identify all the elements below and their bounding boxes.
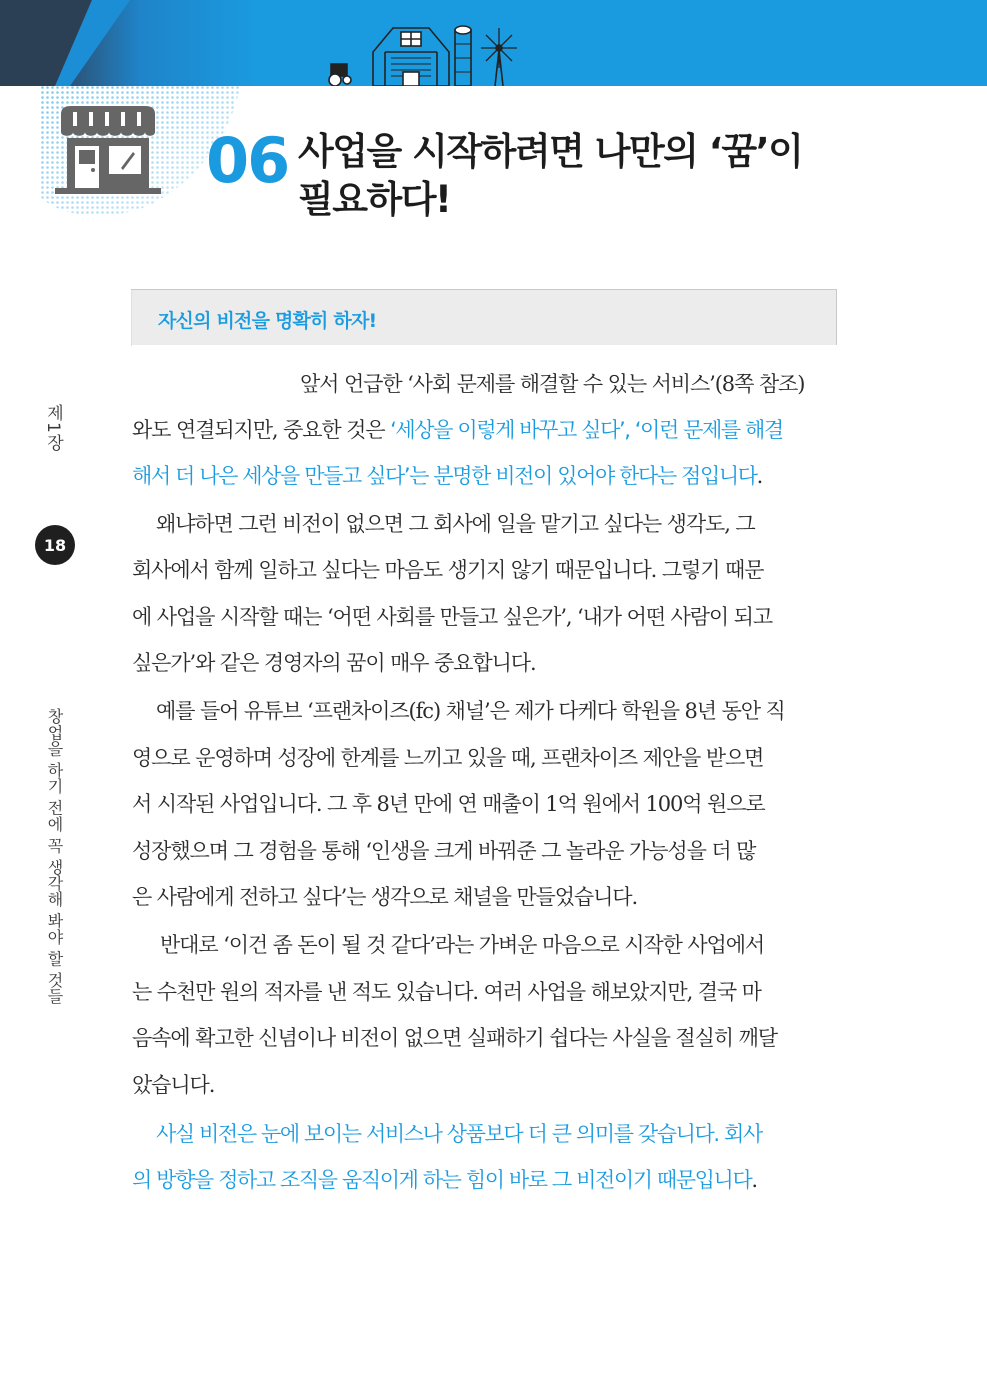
paragraph-line: 반대로 ‘이건 좀 돈이 될 것 같다’라는 가벼운 마음으로 시작한 사업에서 xyxy=(160,933,765,957)
paragraph-line: 영으로 운영하며 성장에 한계를 느끼고 있을 때, 프랜차이즈 제안을 받으면 xyxy=(132,746,764,770)
paragraph-line: 왜냐하면 그런 비전이 없으면 그 회사에 일을 맡기고 싶다는 생각도, 그 xyxy=(156,512,755,536)
paragraph-line: 성장했으며 그 경험을 통해 ‘인생을 크게 바꿔준 그 놀라운 가능성을 더 많 xyxy=(132,839,756,863)
highlight-text: 의 방향을 정하고 조직을 움직이게 하는 힘이 바로 그 비전이기 때문입니다 xyxy=(132,1168,752,1192)
paragraph-line: 서 시작된 사업입니다. 그 후 8년 만에 연 매출이 1억 원에서 100억 원으로 xyxy=(132,792,765,816)
chapter-number: 06 xyxy=(206,124,289,197)
paragraph-text: 와도 연결되지만, 중요한 것은 xyxy=(132,418,391,442)
paragraph-line: 회사에서 함께 일하고 싶다는 마음도 생기지 않기 때문입니다. 그렇기 때문 xyxy=(132,558,764,582)
paragraph-line: 았습니다. xyxy=(132,1073,215,1097)
side-running-title: 창업을 하기 전에 꼭 생각해 봐야 할 것들 xyxy=(45,708,64,1005)
accent-paragraph-line: 사실 비전은 눈에 보이는 서비스나 상품보다 더 큰 의미를 갖습니다. 회사 xyxy=(156,1122,762,1146)
section-subheading: 자신의 비전을 명확히 하자! xyxy=(158,310,377,332)
paragraph-line xyxy=(132,408,838,452)
chapter-title xyxy=(298,128,858,224)
storefront-icon xyxy=(55,104,161,194)
paragraph-line: 앞서 언급한 ‘사회 문제를 해결할 수 있는 서비스’(8쪽 참조) xyxy=(300,372,805,396)
section-subheading-box xyxy=(131,289,837,345)
chapter-title-line-2: 필요하다! xyxy=(298,178,451,221)
paragraph-line: 는 수천만 원의 적자를 낸 적도 있습니다. 여러 사업을 해보았지만, 결국 마 xyxy=(132,980,761,1004)
chapter-title-line-1: 사업을 시작하려면 나만의 ‘꿈’이 xyxy=(298,130,803,173)
side-chapter-label: 제1장 xyxy=(43,404,63,452)
farm-barn-illustration xyxy=(325,14,525,86)
highlight-text: ‘세상을 이렇게 바꾸고 싶다’, ‘이런 문제를 해결 xyxy=(390,418,783,442)
paragraph-line xyxy=(132,454,838,498)
paragraph-line: 은 사람에게 전하고 싶다’는 생각으로 채널을 만들었습니다. xyxy=(132,885,638,909)
accent-paragraph-line xyxy=(132,1158,838,1202)
paragraph-text: . xyxy=(756,464,763,488)
highlight-text: 해서 더 나은 세상을 만들고 싶다’는 분명한 비전이 있어야 한다는 점입니다 xyxy=(132,464,757,488)
paragraph-line: 음속에 확고한 신념이나 비전이 없으면 실패하기 쉽다는 사실을 절실히 깨달 xyxy=(132,1026,777,1050)
paragraph-line: 싶은가’와 같은 경영자의 꿈이 매우 중요합니다. xyxy=(132,651,536,675)
page-number-badge: 18 xyxy=(35,525,75,565)
paragraph-line: 에 사업을 시작할 때는 ‘어떤 사회를 만들고 싶은가’, ‘내가 어떤 사람이 되고 xyxy=(132,605,773,629)
paragraph-text: . xyxy=(751,1168,757,1192)
paragraph-line: 예를 들어 유튜브 ‘프랜차이즈(fc) 채널’은 제가 다케다 학원을 8년 동안 직 xyxy=(156,699,785,723)
